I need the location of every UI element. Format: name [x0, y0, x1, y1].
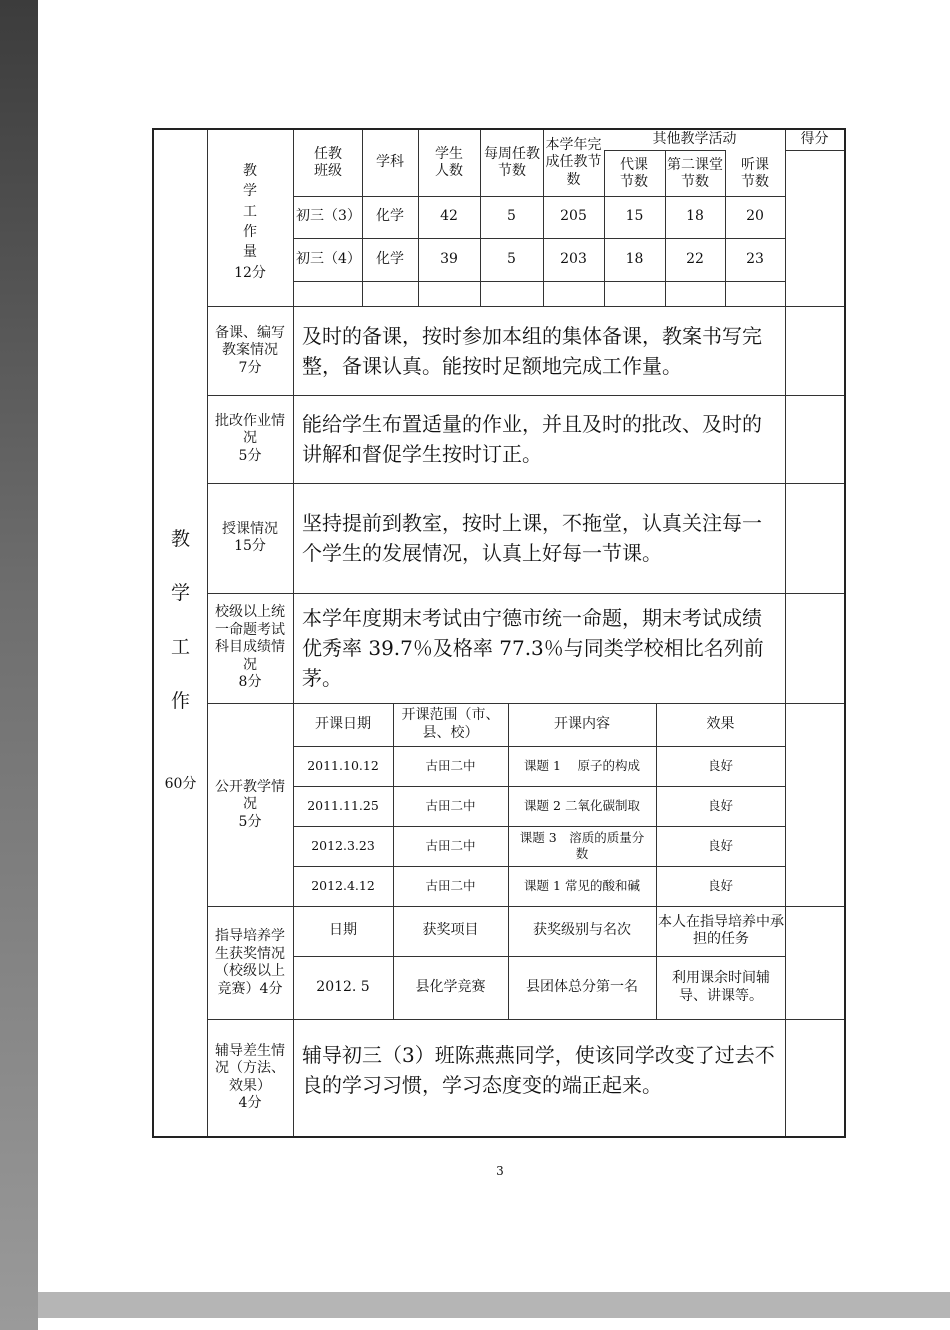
teaching-text: 坚持提前到教室，按时上课，不拖堂，认真关注每一个学生的发展情况，认真上好每一节课。 [302, 511, 762, 565]
open-row-effect: 良好 [707, 838, 733, 854]
award-header-item: 获奖项目 [422, 922, 479, 939]
award-row-task: 利用课余时间辅导、讲课等。 [672, 970, 770, 1004]
row2-class: 初三（4） [296, 250, 361, 267]
exam-label [214, 594, 286, 702]
row1-year: 205 [560, 208, 587, 225]
row1-second: 18 [686, 208, 704, 225]
header-subject: 学科 [376, 154, 404, 171]
open-class-label-text: 公开教学情况 [215, 778, 285, 813]
row2-year: 203 [560, 250, 587, 267]
open-row-date: 2011.11.25 [307, 798, 379, 814]
row2-subject: 化学 [376, 250, 404, 267]
row1-observe: 20 [746, 208, 764, 225]
award-label: 指导培养学生获奖情况（校级以上竞赛）4分 [215, 928, 285, 997]
prep-label [212, 308, 288, 394]
open-row-effect: 良好 [707, 758, 733, 774]
tutor-label-text: 辅导差生情况（方法、效果） [215, 1042, 285, 1094]
homework-label-text: 批改作业情况 [215, 412, 285, 447]
teaching-label-text: 授课情况 [222, 520, 278, 537]
prep-text: 及时的备课，按时参加本组的集体备课，教案书写完整，备课认真。能按时足额地完成工作量。 [302, 324, 762, 378]
teaching-label [212, 484, 288, 592]
header-students: 学生人数 [435, 145, 463, 179]
open-header-scope: 开课范围（市、县、校） [401, 707, 500, 741]
row2-second: 22 [686, 250, 704, 267]
open-row-scope: 古田二中 [425, 758, 476, 774]
open-row-date: 2012.3.23 [311, 838, 375, 854]
workload-char: 学 [243, 183, 257, 200]
award-row-date: 2012. 5 [316, 978, 370, 995]
section-label [154, 450, 207, 790]
header-substitute: 代课节数 [620, 156, 648, 190]
workload-score: 12分 [234, 264, 266, 281]
scan-left-border [0, 0, 38, 1330]
exam-score: 8分 [238, 674, 262, 691]
open-row-scope: 古田二中 [425, 838, 476, 854]
page-number: 3 [496, 1164, 504, 1178]
header-other: 其他教学活动 [652, 131, 737, 148]
header-class: 任教班级 [314, 145, 342, 179]
workload-char: 量 [243, 244, 257, 261]
open-row-effect: 良好 [707, 798, 733, 814]
workload-char: 作 [243, 224, 257, 240]
section-char: 工 [170, 636, 190, 658]
evaluation-table [152, 128, 846, 1138]
scan-bottom-border [38, 1292, 950, 1318]
prep-score: 7分 [238, 359, 262, 376]
homework-label [212, 396, 288, 482]
row2-students: 39 [440, 250, 458, 267]
section-char: 教 [170, 527, 190, 550]
open-row-date: 2011.10.12 [307, 758, 379, 774]
award-header-level: 获奖级别与名次 [533, 922, 631, 939]
exam-label-text: 校级以上统一命题考试科目成绩情况 [215, 604, 285, 673]
score-header: 得分 [800, 131, 829, 148]
homework-text: 能给学生布置适量的作业，并且及时的批改、及时的讲解和督促学生按时订正。 [302, 412, 762, 466]
workload-char: 工 [243, 203, 257, 220]
tutor-score: 4分 [238, 1095, 262, 1111]
row1-substitute: 15 [625, 208, 644, 225]
open-row-effect: 良好 [707, 878, 733, 894]
homework-score: 5分 [238, 447, 262, 464]
header-year: 本学年完成任教节数 [545, 136, 602, 188]
header-observe: 听课节数 [741, 156, 769, 190]
workload-char: 教 [243, 163, 257, 180]
open-class-label [212, 770, 288, 840]
section-char: 学 [170, 581, 190, 604]
header-second: 第二课堂节数 [667, 156, 723, 190]
open-header-effect: 效果 [706, 715, 735, 732]
award-header-date: 日期 [329, 922, 357, 939]
open-class-score: 5分 [238, 813, 262, 830]
open-row-content: 课题 1 常见的酸和碱 [524, 878, 640, 894]
row1-students: 42 [440, 208, 458, 225]
open-row-scope: 古田二中 [425, 798, 476, 814]
open-row-content: 课题 3 溶质的质量分数 [519, 830, 645, 861]
row2-substitute: 18 [625, 250, 644, 267]
award-row-level: 县团体总分第一名 [526, 978, 638, 995]
workload-label [207, 154, 293, 290]
exam-text: 本学年度期末考试由宁德市统一命题，期末考试成绩优秀率 39.7％及格率 77.3％与同类学校相比名列前茅。 [302, 606, 764, 690]
tutor-text: 辅导初三（3）班陈燕燕同学，使该同学改变了过去不良的学习习惯，学习态度变的端正起来。 [302, 1042, 775, 1097]
award-header-task: 本人在指导培养中承担的任务 [658, 913, 784, 947]
section-score: 60分 [164, 776, 197, 793]
open-row-scope: 古田二中 [425, 878, 476, 894]
row2-weekly: 5 [507, 250, 516, 267]
open-row-date: 2012.4.12 [311, 878, 375, 894]
row1-weekly: 5 [507, 208, 516, 225]
prep-label-text: 备课、编写教案情况 [215, 324, 285, 359]
open-header-content: 开课内容 [554, 715, 610, 732]
header-weekly: 每周任教节数 [484, 145, 540, 179]
section-char: 作 [170, 690, 190, 713]
row2-observe: 23 [746, 250, 764, 267]
row1-class: 初三（3） [296, 208, 361, 225]
open-row-content: 课题 1 原子的构成 [524, 758, 640, 774]
teaching-score: 15分 [234, 538, 266, 554]
open-row-content: 课题 2 二氧化碳制取 [524, 798, 640, 814]
tutor-label [214, 1020, 286, 1135]
open-header-date: 开课日期 [315, 715, 371, 732]
row1-subject: 化学 [376, 208, 404, 225]
award-row-item: 县化学竞赛 [415, 978, 486, 995]
